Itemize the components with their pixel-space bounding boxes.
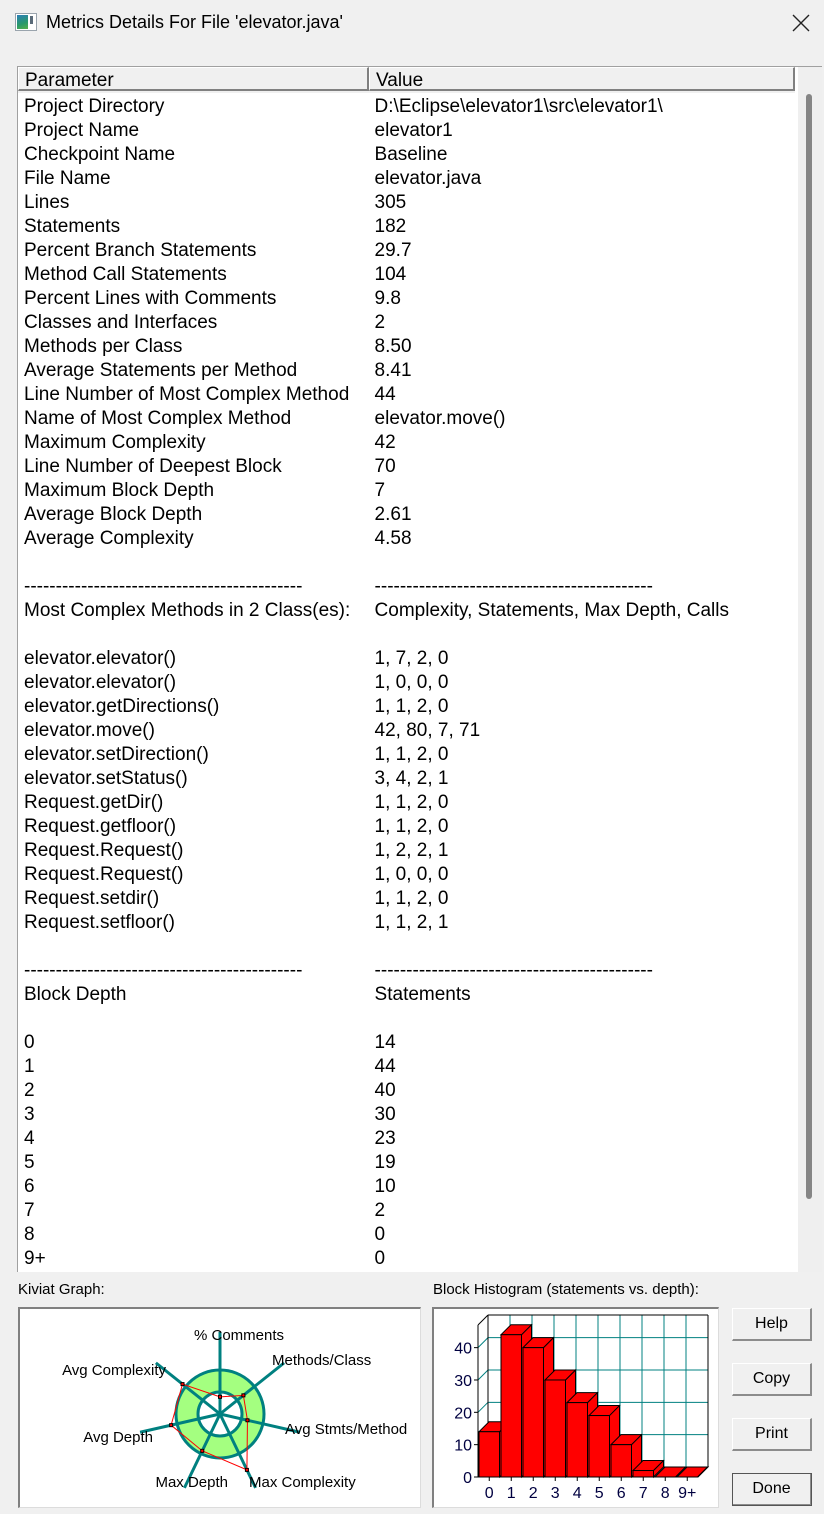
value-cell: 8.41 [374,360,412,381]
bar-front [545,1380,566,1477]
x-tick-label: 0 [484,1485,494,1502]
value-cell: 7 [374,480,386,501]
list-row[interactable] [24,719,794,743]
list-row[interactable] [24,839,794,863]
parameter-cell: 0 [24,1032,35,1053]
x-tick-label: 9+ [678,1485,697,1502]
list-row[interactable] [24,167,794,191]
value-cell: 1, 2, 2, 1 [374,840,449,861]
metrics-list[interactable] [17,66,822,1272]
list-row[interactable] [24,431,794,455]
list-row[interactable] [24,383,794,407]
column-header-parameter[interactable]: Parameter [18,67,369,91]
kiviat-axis-label: Avg Depth [83,1429,153,1446]
parameter-cell: Request.Request() [24,864,184,885]
x-tick-label: 4 [572,1485,582,1502]
parameter-cell: File Name [24,168,111,189]
grid-side-line [478,1370,488,1380]
list-row[interactable] [24,191,794,215]
value-cell: Statements [374,984,471,1005]
value-cell: -------------------------------------------- [374,960,653,981]
list-row[interactable] [24,287,794,311]
parameter-cell: Project Name [24,120,140,141]
value-cell: 30 [374,1104,396,1125]
value-cell: 1, 1, 2, 0 [374,816,449,837]
kiviat-data-point-center [181,1383,183,1385]
value-cell: elevator.java [374,168,482,189]
parameter-cell: Request.Request() [24,840,184,861]
help-button[interactable]: Help [732,1308,812,1341]
list-row[interactable] [24,863,794,887]
histogram-chart [434,1309,718,1507]
list-row[interactable] [24,815,794,839]
parameter-cell: 5 [24,1152,35,1173]
x-tick-label: 3 [550,1485,560,1502]
list-row[interactable] [24,1247,794,1271]
parameter-cell: Classes and Interfaces [24,312,218,333]
value-cell: 9.8 [374,288,401,309]
kiviat-chart [20,1309,420,1507]
list-row[interactable] [24,119,794,143]
parameter-cell: -------------------------------------------- [24,576,303,597]
value-cell: 29.7 [374,240,412,261]
list-row[interactable] [24,767,794,791]
list-row[interactable] [24,143,794,167]
parameter-cell: 8 [24,1224,35,1245]
value-cell: 1, 1, 2, 0 [374,888,449,909]
value-cell: 1, 7, 2, 0 [374,648,449,669]
list-row[interactable] [24,1055,794,1079]
value-cell: 182 [374,216,407,237]
title-bar [0,0,824,48]
bar-front [611,1445,632,1477]
value-cell [375,935,794,959]
value-cell: Complexity, Statements, Max Depth, Calls [374,600,729,621]
value-cell [375,551,794,575]
parameter-cell: Line Number of Deepest Block [24,456,282,477]
histogram-label: Block Histogram (statements vs. depth): [433,1281,699,1298]
kiviat-axis-label: Avg Complexity [62,1362,166,1379]
x-tick-label: 7 [638,1485,648,1502]
kiviat-axis-label: Avg Stmts/Method [285,1421,408,1438]
parameter-cell: 1 [24,1056,35,1077]
value-cell: 1, 1, 2, 1 [374,912,449,933]
parameter-cell: Block Depth [24,984,127,1005]
kiviat-axis-label: Methods/Class [272,1352,372,1369]
kiviat-label: Kiviat Graph: [18,1281,105,1298]
column-header-value[interactable]: Value [369,67,795,91]
parameter-cell: Project Directory [24,96,165,117]
list-row[interactable] [24,335,794,359]
parameter-cell: Average Block Depth [24,504,203,525]
parameter-cell: Lines [24,192,70,213]
window-title: Metrics Details For File 'elevator.java' [46,12,343,32]
value-cell: 305 [374,192,407,213]
kiviat-data-point-center [246,1469,248,1471]
parameter-cell: Name of Most Complex Method [24,408,292,429]
value-cell: 8.50 [374,336,412,357]
parameter-cell: elevator.getDirections() [24,696,220,717]
bar-front [501,1335,522,1477]
close-icon [792,14,810,32]
value-cell: 104 [374,264,407,285]
parameter-cell: elevator.elevator() [24,648,177,669]
copy-button[interactable]: Copy [732,1363,812,1396]
kiviat-axis-label: Max Complexity [249,1474,356,1491]
parameter-cell [24,623,375,647]
list-row[interactable] [24,527,794,551]
parameter-cell: Percent Branch Statements [24,240,257,261]
parameter-cell: 9+ [24,1248,46,1269]
bar-front [523,1348,544,1477]
value-cell: elevator.move() [374,408,506,429]
parameter-cell [24,1007,375,1031]
x-tick-label: 1 [506,1485,516,1502]
kiviat-data-point-center [242,1394,244,1396]
parameter-cell: Maximum Block Depth [24,480,215,501]
kiviat-data-point-center [201,1450,203,1452]
bar-front [479,1432,500,1477]
window-app-icon [15,13,37,31]
value-cell: 3, 4, 2, 1 [374,768,449,789]
parameter-cell: Most Complex Methods in 2 Class(es): [24,600,351,621]
parameter-cell: elevator.setStatus() [24,768,188,789]
list-row[interactable] [24,623,794,647]
value-cell: 1, 0, 0, 0 [374,672,449,693]
y-tick-label: 20 [454,1405,472,1423]
bar-front [589,1416,610,1477]
value-cell: 44 [374,1056,396,1077]
value-cell: elevator1 [374,120,453,141]
value-cell: 19 [374,1152,396,1173]
list-row[interactable] [24,95,794,119]
list-row[interactable] [24,575,794,599]
list-row[interactable] [24,311,794,335]
grid-side-line [478,1402,488,1412]
list-row[interactable] [24,743,794,767]
kiviat-axis-label: % Comments [193,1327,285,1344]
list-row[interactable] [24,983,794,1007]
list-row[interactable] [24,1007,794,1031]
value-cell: 70 [374,456,396,477]
parameter-cell: Percent Lines with Comments [24,288,277,309]
list-row[interactable] [24,479,794,503]
list-row[interactable] [24,407,794,431]
kiviat-axis-label: Max Depth [155,1474,228,1491]
parameter-cell: 3 [24,1104,35,1125]
list-row[interactable] [24,647,794,671]
list-row[interactable] [24,1151,794,1175]
parameter-cell: elevator.setDirection() [24,744,209,765]
y-tick-label: 30 [454,1372,472,1390]
list-row[interactable] [24,695,794,719]
parameter-cell [24,935,375,959]
parameter-cell: Maximum Complexity [24,432,206,453]
value-cell: 14 [374,1032,396,1053]
value-cell: Baseline [374,144,448,165]
kiviat-data-point-center [246,1419,248,1421]
value-cell: 2 [374,312,386,333]
close-button[interactable] [778,0,824,46]
kiviat-data-point-center [170,1424,172,1426]
parameter-cell: Statements [24,216,121,237]
value-cell: 1, 0, 0, 0 [374,864,449,885]
parameter-cell: 4 [24,1128,35,1149]
list-row[interactable] [24,1175,794,1199]
x-tick-label: 2 [528,1485,538,1502]
x-tick-label: 6 [616,1485,626,1502]
list-row[interactable] [24,791,794,815]
list-row[interactable] [24,599,794,623]
top-left-edge [478,1315,488,1325]
bar-front [633,1471,654,1477]
x-tick-label: 5 [594,1485,604,1502]
list-row[interactable] [24,455,794,479]
list-header [18,67,795,93]
parameter-cell: Average Complexity [24,528,194,549]
value-cell: 4.58 [374,528,412,549]
list-row[interactable] [24,1103,794,1127]
bar-front [567,1403,588,1477]
kiviat-data-point-center [219,1396,221,1398]
parameter-cell: 6 [24,1176,35,1197]
value-cell: 23 [374,1128,396,1149]
list-rows [24,95,794,1271]
parameter-cell [24,551,375,575]
vertical-scrollbar[interactable] [798,67,822,1272]
done-button[interactable]: Done [732,1473,812,1506]
value-cell: 1, 1, 2, 0 [374,696,449,717]
parameter-cell: 2 [24,1080,35,1101]
parameter-cell: Request.setdir() [24,888,160,909]
parameter-cell: Average Statements per Method [24,360,298,381]
list-row[interactable] [24,959,794,983]
list-row[interactable] [24,359,794,383]
parameter-cell: Request.getDir() [24,792,164,813]
parameter-cell: elevator.elevator() [24,672,177,693]
grid-side-line [478,1338,488,1348]
list-row[interactable] [24,671,794,695]
list-row[interactable] [24,503,794,527]
print-button[interactable]: Print [732,1418,812,1451]
value-cell: 0 [374,1224,386,1245]
kiviat-graph [18,1307,421,1508]
parameter-cell: Request.setfloor() [24,912,176,933]
parameter-cell: 7 [24,1200,35,1221]
list-row[interactable] [24,1199,794,1223]
value-cell: 44 [374,384,396,405]
parameter-cell: elevator.move() [24,720,155,741]
y-tick-label: 0 [463,1470,472,1487]
list-row[interactable] [24,551,794,575]
value-cell: 2.61 [374,504,412,525]
parameter-cell: -------------------------------------------- [24,960,303,981]
list-row[interactable] [24,1127,794,1151]
value-cell: 2 [374,1200,386,1221]
value-cell: 1, 1, 2, 0 [374,744,449,765]
value-cell: D:\Eclipse\elevator1\src\elevator1\ [374,96,663,117]
value-cell: -------------------------------------------- [374,576,653,597]
list-row[interactable] [24,1079,794,1103]
list-row[interactable] [24,239,794,263]
list-row[interactable] [24,263,794,287]
parameter-cell: Request.getfloor() [24,816,177,837]
value-cell: 0 [374,1248,386,1269]
parameter-cell: Line Number of Most Complex Method [24,384,350,405]
parameter-cell: Methods per Class [24,336,183,357]
value-cell [375,1007,794,1031]
list-row[interactable] [24,1223,794,1247]
y-tick-label: 10 [454,1437,472,1455]
block-histogram [432,1307,719,1508]
list-row[interactable] [24,1031,794,1055]
y-tick-label: 40 [454,1340,472,1358]
list-row[interactable] [24,215,794,239]
parameter-cell: Checkpoint Name [24,144,176,165]
scrollbar-thumb[interactable] [806,94,812,1199]
parameter-cell: Method Call Statements [24,264,227,285]
value-cell: 42, 80, 7, 71 [374,720,481,741]
x-tick-label: 8 [660,1485,670,1502]
value-cell: 10 [374,1176,396,1197]
list-row[interactable] [24,935,794,959]
list-row[interactable] [24,887,794,911]
list-row[interactable] [24,911,794,935]
value-cell: 1, 1, 2, 0 [374,792,449,813]
value-cell [375,623,794,647]
value-cell: 42 [374,432,396,453]
value-cell: 40 [374,1080,396,1101]
